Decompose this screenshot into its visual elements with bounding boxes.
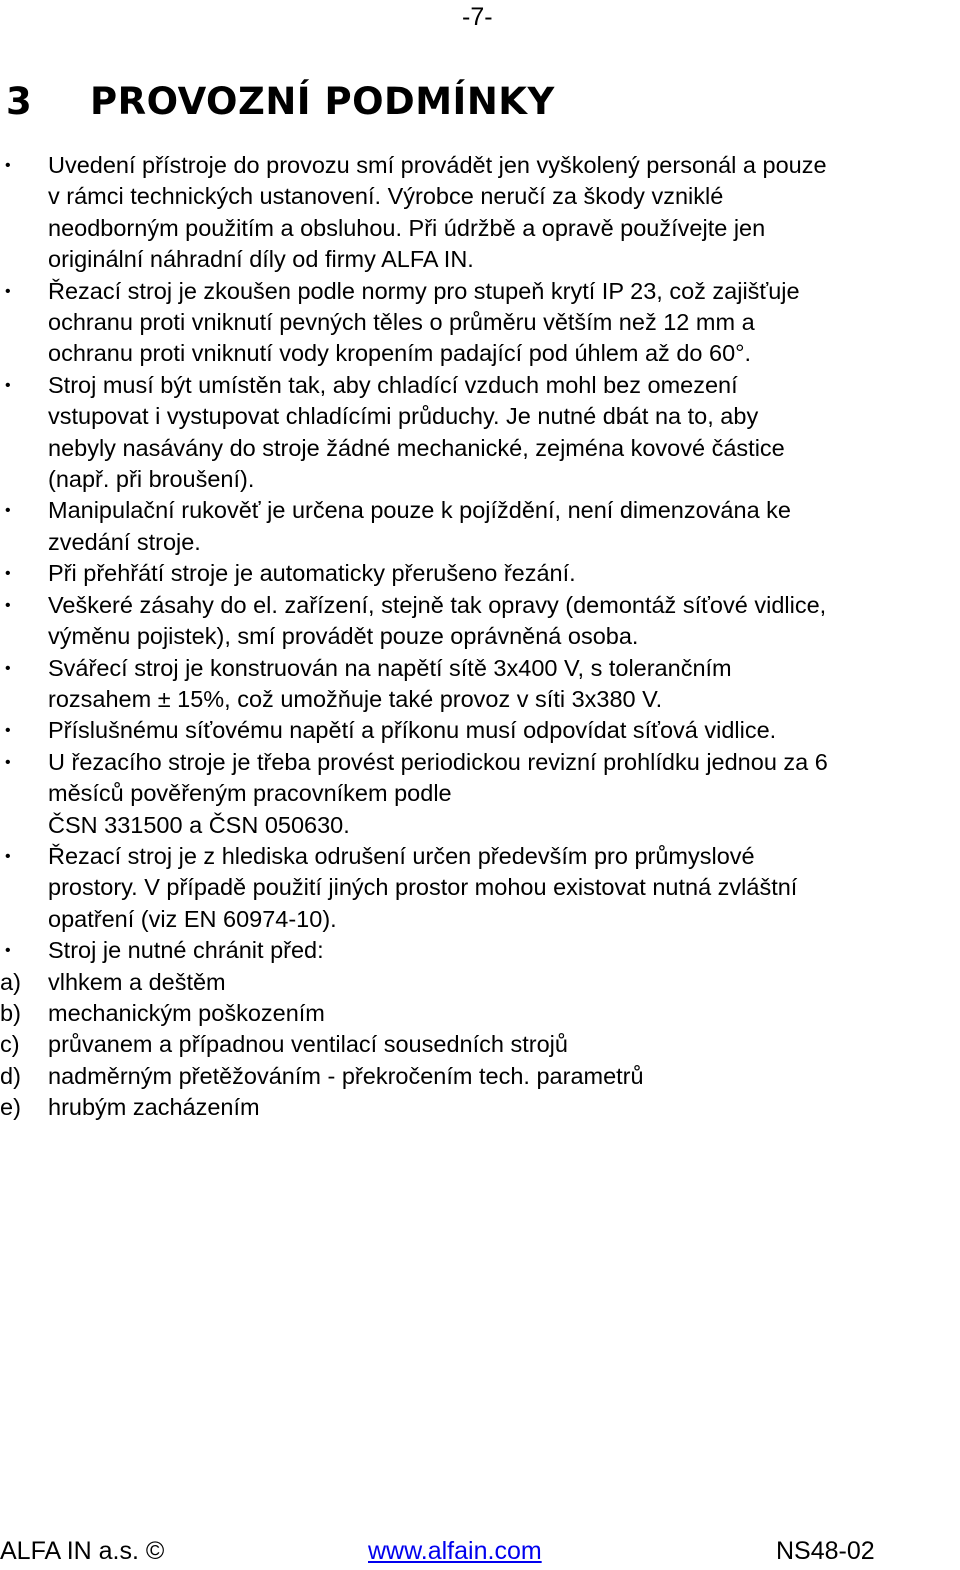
- list-item: [0, 276, 960, 370]
- list-item-line: Stroj musí být umístěn tak, aby chladící vzduch mohl bez omezení: [48, 371, 738, 398]
- bullet-icon: •: [5, 942, 11, 960]
- bullet-icon: •: [5, 282, 11, 300]
- list-item-line: nebyly nasávány do stroje žádné mechanické, zejména kovové částice: [48, 434, 785, 461]
- sublist-item: [0, 1092, 960, 1123]
- sublist-item-letter: b): [0, 999, 21, 1026]
- list-item: [0, 150, 960, 276]
- list-item-line: originální náhradní díly od firmy ALFA IN.: [48, 246, 474, 273]
- sublist-item: [0, 1029, 960, 1060]
- footer-document-code: NS48-02: [776, 1537, 875, 1565]
- list-item: [0, 370, 960, 496]
- footer-website-link[interactable]: www.alfain.com: [368, 1537, 542, 1565]
- list-item: [0, 715, 960, 746]
- list-item-line: Manipulační rukověť je určena pouze k pojíždění, není dimenzována ke: [48, 497, 791, 524]
- list-item-line: Veškeré zásahy do el. zařízení, stejně tak opravy (demontáž síťové vidlice,: [48, 591, 827, 618]
- list-item: [0, 653, 960, 716]
- section-title: PROVOZNÍ PODMÍNKY: [90, 80, 555, 123]
- bullet-icon: •: [5, 753, 11, 771]
- bullet-icon: •: [5, 847, 11, 865]
- sublist-item-text: nadměrným přetěžováním - překročením tech. parametrů: [48, 1062, 644, 1089]
- sublist-item: [0, 998, 960, 1029]
- list-item: [0, 747, 960, 841]
- sublist-item-letter: a): [0, 968, 21, 995]
- sublist-item-text: vlhkem a deštěm: [48, 968, 226, 995]
- list-item-line: v rámci technických ustanovení. Výrobce neručí za škody vzniklé: [48, 183, 724, 210]
- bullet-icon: •: [5, 565, 11, 583]
- section-number: 3: [6, 80, 33, 123]
- list-item: [0, 495, 960, 558]
- bullet-icon: •: [5, 157, 11, 174]
- list-item-line: ochranu proti vniknutí pevných těles o průměru větším než 12 mm a: [48, 309, 755, 336]
- list-item: [0, 841, 960, 935]
- list-item-line: Řezací stroj je zkoušen podle normy pro stupeň krytí IP 23, což zajišťuje: [48, 277, 800, 304]
- list-item-line: ochranu proti vniknutí vody kropením padající pod úhlem až do 60°.: [48, 340, 752, 367]
- list-item-line: Příslušnému síťovému napětí a příkonu musí odpovídat síťová vidlice.: [48, 717, 777, 744]
- list-item: [0, 935, 960, 966]
- footer-company: ALFA IN a.s. ©: [0, 1537, 165, 1565]
- sublist-item: [0, 967, 960, 998]
- bullet-icon: •: [5, 596, 11, 614]
- list-item-line: U řezacího stroje je třeba provést periodickou revizní prohlídku jednou za 6: [48, 748, 828, 775]
- page-footer: [0, 1535, 960, 1567]
- list-item: [0, 590, 960, 653]
- protection-sublist: [0, 967, 960, 1124]
- bullet-icon: •: [5, 659, 11, 677]
- page-number: -7-: [462, 3, 493, 31]
- list-item-line: Při přehřátí stroje je automaticky přerušeno řezání.: [48, 560, 576, 587]
- list-item-line: opatření (viz EN 60974-10).: [48, 905, 337, 932]
- list-item-line: Stroj je nutné chránit před:: [48, 937, 324, 964]
- list-item-line: ČSN 331500 a ČSN 050630.: [48, 811, 350, 838]
- sublist-item: [0, 1061, 960, 1092]
- list-item-line: neodborným použitím a obsluhou. Při údržbě a opravě používejte jen: [48, 214, 766, 241]
- bullet-icon: •: [5, 376, 11, 394]
- sublist-item-letter: e): [0, 1094, 21, 1121]
- operating-conditions-list: [0, 150, 960, 1124]
- section-heading: [6, 80, 555, 124]
- list-item-line: měsíců pověřeným pracovníkem podle: [48, 780, 452, 807]
- sublist-item-text: průvanem a případnou ventilací sousedních strojů: [48, 1031, 568, 1058]
- list-item-line: prostory. V případě použití jiných prostor mohou existovat nutná zvláštní: [48, 874, 798, 901]
- list-item-line: Řezací stroj je z hlediska odrušení určen především pro průmyslové: [48, 842, 755, 869]
- list-item-line: (např. při broušení).: [48, 466, 255, 493]
- sublist-item-text: mechanickým poškozením: [48, 999, 325, 1026]
- bullet-list: [0, 150, 960, 967]
- list-item-line: vstupovat i vystupovat chladícími průduchy. Je nutné dbát na to, aby: [48, 403, 759, 430]
- list-item: [0, 558, 960, 589]
- bullet-icon: •: [5, 722, 11, 740]
- list-item-line: Uvedení přístroje do provozu smí provádět jen vyškolený personál a pouze: [48, 152, 827, 178]
- bullet-icon: •: [5, 502, 11, 520]
- list-item-line: Svářecí stroj je konstruován na napětí sítě 3x400 V, s tolerančním: [48, 654, 732, 681]
- sublist-item-letter: d): [0, 1062, 21, 1089]
- sublist-item-text: hrubým zacházením: [48, 1094, 260, 1121]
- sublist-item-letter: c): [0, 1031, 20, 1058]
- list-item-line: rozsahem ± 15%, což umožňuje také provoz v síti 3x380 V.: [48, 685, 663, 712]
- list-item-line: výměnu pojistek), smí provádět pouze oprávněná osoba.: [48, 623, 639, 650]
- list-item-line: zvedání stroje.: [48, 528, 201, 555]
